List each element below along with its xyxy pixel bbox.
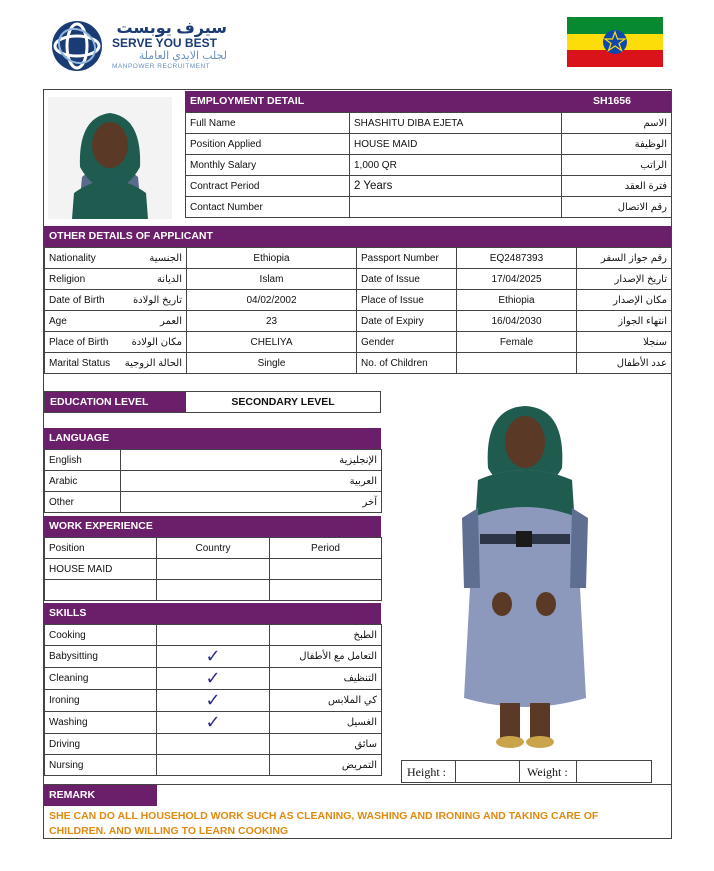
language-arabic: Arabic: [45, 471, 121, 492]
table-row: [45, 646, 382, 668]
other-right-ar: سنجلا: [577, 332, 672, 353]
language-other-value: [121, 492, 302, 513]
work-experience-table: [44, 537, 382, 601]
height-weight-box: [401, 760, 652, 783]
skill-label-ar: سائق: [270, 734, 382, 755]
skill-label-ar: الغسيل: [270, 712, 382, 734]
skills-header: SKILLS: [44, 603, 381, 624]
applicant-photo-full: [440, 398, 610, 756]
language-arabic-value: [121, 471, 302, 492]
other-right-label: No. of Children: [357, 353, 457, 374]
logo-english: SERVE YOU BEST: [112, 36, 217, 50]
table-row: [45, 290, 672, 311]
remark-section: [44, 784, 671, 839]
other-left-label: Age: [45, 311, 117, 332]
other-left-ar: مكان الولادة: [117, 332, 187, 353]
skill-label: Cooking: [45, 625, 157, 646]
table-row: [186, 197, 672, 218]
table-row: [45, 269, 672, 290]
other-details: [44, 226, 671, 374]
work-position: HOUSE MAID: [45, 559, 157, 580]
value-contact-number: [350, 197, 562, 218]
table-row: [45, 311, 672, 332]
skill-check-icon: ✓: [157, 690, 270, 712]
column-header-position: Position: [45, 538, 157, 559]
other-left-value: 23: [187, 311, 357, 332]
skills-table: [44, 624, 382, 776]
language-other: Other: [45, 492, 121, 513]
table-row: [45, 690, 382, 712]
work-period: [270, 580, 382, 601]
skill-label-ar: كي الملابس: [270, 690, 382, 712]
skill-label: Washing: [45, 712, 157, 734]
skill-label: Nursing: [45, 755, 157, 776]
other-left-ar: العمر: [117, 311, 187, 332]
skill-label-ar: التمريض: [270, 755, 382, 776]
language-english: English: [45, 450, 121, 471]
skill-label: Cleaning: [45, 668, 157, 690]
label-position-applied-ar: الوظيفة: [562, 134, 672, 155]
label-contract-period-ar: فترة العقد: [562, 176, 672, 197]
skill-check-icon: [157, 625, 270, 646]
applicant-photo-small: [48, 97, 172, 219]
other-left-value: 04/02/2002: [187, 290, 357, 311]
other-right-ar: عدد الأطفال: [577, 353, 672, 374]
table-row: [186, 176, 672, 197]
label-monthly-salary-ar: الراتب: [562, 155, 672, 176]
table-header-row: [45, 538, 382, 559]
ethiopia-flag: [567, 17, 663, 70]
height-value: [455, 761, 520, 782]
label-full-name: Full Name: [186, 113, 350, 134]
table-row: [45, 625, 382, 646]
table-row: [186, 113, 672, 134]
label-monthly-salary: Monthly Salary: [186, 155, 350, 176]
value-monthly-salary: 1,000 QR: [350, 155, 562, 176]
work-experience-section: [44, 516, 381, 601]
table-row: [45, 668, 382, 690]
skill-label: Driving: [45, 734, 157, 755]
other-left-ar: الجنسية: [117, 248, 187, 269]
height-label: Height :: [407, 765, 446, 779]
other-left-label: Date of Birth: [45, 290, 117, 311]
skill-label-ar: الطبخ: [270, 625, 382, 646]
other-right-label: Passport Number: [357, 248, 457, 269]
other-right-value: [457, 353, 577, 374]
label-contract-period: Contract Period: [186, 176, 350, 197]
skill-check-icon: ✓: [157, 712, 270, 734]
weight-value: [576, 761, 651, 782]
value-full-name: SHASHITU DIBA EJETA: [350, 113, 562, 134]
work-country: [157, 559, 270, 580]
other-left-ar: الحالة الزوجية: [117, 353, 187, 374]
other-right-value: Female: [457, 332, 577, 353]
other-left-value: CHELIYA: [187, 332, 357, 353]
other-left-label: Nationality: [45, 248, 117, 269]
other-right-label: Place of Issue: [357, 290, 457, 311]
skill-check-icon: ✓: [157, 646, 270, 668]
other-right-value: 17/04/2025: [457, 269, 577, 290]
other-right-value: 16/04/2030: [457, 311, 577, 332]
other-right-ar: انتهاء الجواز: [577, 311, 672, 332]
skill-label: Ironing: [45, 690, 157, 712]
table-row: [45, 353, 672, 374]
skill-check-icon: ✓: [157, 668, 270, 690]
label-contact-number: Contact Number: [186, 197, 350, 218]
label-position-applied: Position Applied: [186, 134, 350, 155]
skill-check-icon: [157, 755, 270, 776]
other-left-ar: الديانة: [117, 269, 187, 290]
other-right-ar: مكان الإصدار: [577, 290, 672, 311]
language-section: [44, 428, 381, 513]
table-row: [45, 471, 382, 492]
language-arabic-ar: العربية: [302, 471, 382, 492]
other-left-ar: تاريخ الولادة: [117, 290, 187, 311]
table-row: [45, 755, 382, 776]
table-row: [45, 580, 382, 601]
other-right-label: Date of Expiry: [357, 311, 457, 332]
education-value: SECONDARY LEVEL: [231, 396, 335, 408]
other-right-value: EQ2487393: [457, 248, 577, 269]
language-english-value: [121, 450, 302, 471]
other-right-label: Gender: [357, 332, 457, 353]
employment-header: [185, 91, 671, 112]
other-left-value: Ethiopia: [187, 248, 357, 269]
language-other-ar: آخر: [302, 492, 382, 513]
skills-section: [44, 603, 381, 776]
other-right-ar: رقم جواز السفر: [577, 248, 672, 269]
label-contact-number-ar: رقم الاتصال: [562, 197, 672, 218]
skill-check-icon: [157, 734, 270, 755]
reference-number: SH1656: [593, 95, 631, 107]
employment-detail: [185, 91, 671, 218]
remark-header: REMARK: [44, 785, 157, 806]
table-row: [45, 332, 672, 353]
other-right-value: Ethiopia: [457, 290, 577, 311]
value-position-applied: HOUSE MAID: [350, 134, 562, 155]
other-right-ar: تاريخ الإصدار: [577, 269, 672, 290]
value-contract-period: 2 Years: [350, 176, 562, 197]
work-country: [157, 580, 270, 601]
education-level: [44, 391, 381, 413]
other-right-label: Date of Issue: [357, 269, 457, 290]
table-row: [45, 450, 382, 471]
work-period: [270, 559, 382, 580]
table-row: [186, 134, 672, 155]
skill-label: Babysitting: [45, 646, 157, 668]
work-experience-header: WORK EXPERIENCE: [44, 516, 381, 537]
other-left-value: Islam: [187, 269, 357, 290]
table-row: [45, 712, 382, 734]
table-row: [45, 492, 382, 513]
table-row: [186, 155, 672, 176]
skill-label-ar: التعامل مع الأطفال: [270, 646, 382, 668]
employment-table: [185, 112, 672, 218]
logo-arabic: سيرف يوبست: [116, 20, 227, 37]
other-left-label: Religion: [45, 269, 117, 290]
company-logo: [46, 18, 236, 74]
employment-title: EMPLOYMENT DETAIL: [190, 95, 305, 107]
work-position: [45, 580, 157, 601]
education-label: EDUCATION LEVEL: [45, 392, 186, 412]
other-left-value: Single: [187, 353, 357, 374]
column-header-period: Period: [270, 538, 382, 559]
other-left-label: Place of Birth: [45, 332, 117, 353]
weight-label: Weight :: [527, 765, 568, 779]
remark-text: SHE CAN DO ALL HOUSEHOLD WORK SUCH AS CLEANING, WASHING AND IRONING AND TAKING CARE OF CHILDREN. AND WILLING TO LEARN COOKING: [49, 810, 599, 837]
other-details-table: [44, 247, 672, 374]
language-english-ar: الإنجليزية: [302, 450, 382, 471]
table-row: [45, 559, 382, 580]
language-header: LANGUAGE: [44, 428, 381, 449]
label-full-name-ar: الاسم: [562, 113, 672, 134]
table-row: [45, 734, 382, 755]
other-left-label: Marital Status: [45, 353, 117, 374]
skill-label-ar: التنظيف: [270, 668, 382, 690]
logo-tagline: MANPOWER RECRUITMENT: [112, 63, 211, 70]
logo-mark-icon: [46, 18, 108, 74]
column-header-country: Country: [157, 538, 270, 559]
other-details-header: OTHER DETAILS OF APPLICANT: [44, 226, 671, 247]
language-table: [44, 449, 382, 513]
logo-arabic-sub: لجلب الايدي العاملة: [138, 50, 227, 62]
table-row: [45, 248, 672, 269]
